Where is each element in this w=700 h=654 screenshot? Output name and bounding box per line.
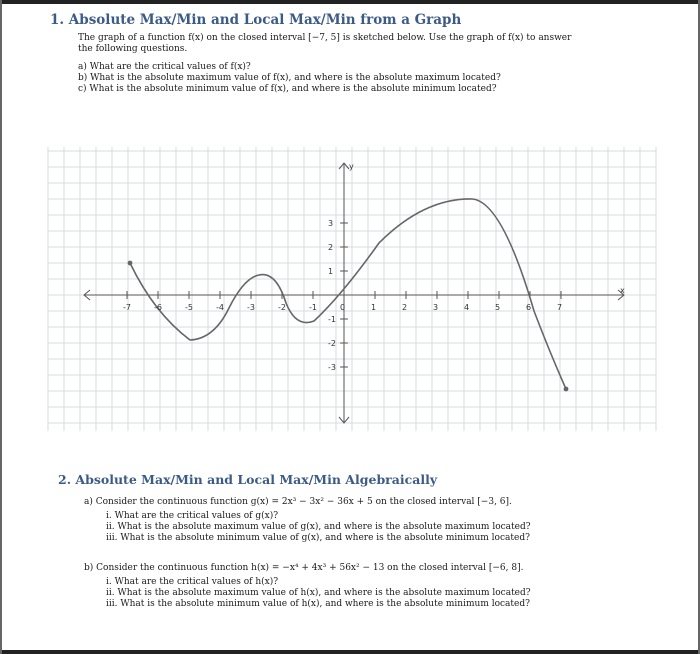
x-axis-label: x: [620, 286, 625, 295]
x-tick-label: -5: [185, 303, 193, 312]
axes: [84, 163, 624, 423]
question-1b: b) What is the absolute maximum value of f(x), and where is the absolute maximum located?: [78, 73, 501, 83]
y-tick-label: -1: [328, 315, 336, 324]
question-2b-iii: iii. What is the absolute minimum value of h(x), and where is the absolute minimum located?: [106, 599, 530, 609]
y-tick-label: -3: [328, 363, 336, 372]
x-tick-label: -2: [278, 303, 286, 312]
x-tick-label: 3: [433, 303, 439, 312]
x-tick-label: -7: [123, 303, 131, 312]
x-tick-label: -3: [247, 303, 255, 312]
question-2b-i: i. What are the critical values of h(x)?: [106, 577, 279, 587]
section1-intro: [78, 33, 638, 55]
question-2a-i: i. What are the critical values of g(x)?: [106, 511, 279, 521]
left-endpoint: [128, 261, 133, 266]
section2-heading: 2. Absolute Max/Min and Local Max/Min Algebraically: [58, 472, 438, 487]
y-axis-label: y: [349, 162, 354, 171]
section1-heading: 1. Absolute Max/Min and Local Max/Min from a Graph: [50, 12, 462, 28]
x-tick-label: 7: [557, 303, 563, 312]
question-1c: c) What is the absolute minimum value of f(x), and where is the absolute minimum located?: [78, 84, 497, 94]
top-border: [0, 0, 700, 4]
intro-line-1: The graph of a function f(x) on the closed interval [−7, 5] is sketched below. Use the graph of f(x) to answer: [78, 33, 572, 43]
x-tick-label: 6: [526, 303, 532, 312]
x-tick-label: 4: [464, 303, 470, 312]
right-endpoint: [564, 387, 569, 392]
y-tick-label: 2: [328, 243, 334, 252]
bottom-border: [0, 650, 700, 654]
y-tick-label: -2: [328, 339, 336, 348]
x-tick-label: -4: [216, 303, 224, 312]
question-2a-iii: iii. What is the absolute minimum value of g(x), and where is the absolute minimum located?: [106, 533, 530, 543]
part-2b-intro: b) Consider the continuous function h(x) = −x⁴ + 4x³ + 56x² − 13 on the closed interval [−6, 8].: [84, 563, 524, 573]
y-tick-label: 3: [328, 219, 334, 228]
function-curve: [130, 199, 566, 389]
endpoints: [128, 261, 569, 392]
part-2a-intro: a) Consider the continuous function g(x) = 2x³ − 3x² − 36x + 5 on the closed interval [−3, 6].: [84, 497, 512, 507]
question-1a: a) What are the critical values of f(x)?: [78, 62, 251, 72]
x-tick-label: -1: [309, 303, 317, 312]
x-tick-labels: [123, 303, 562, 312]
x-tick-label: -6: [154, 303, 162, 312]
question-2a-ii: ii. What is the absolute maximum value of g(x), and where is the absolute maximum located?: [106, 522, 531, 532]
x-tick-label: 1: [371, 303, 377, 312]
function-graph: [44, 143, 660, 435]
question-2b-ii: ii. What is the absolute maximum value of h(x), and where is the absolute maximum located?: [106, 588, 531, 598]
left-border: [0, 0, 2, 654]
x-tick-label: 0: [340, 303, 346, 312]
y-tick-label: 1: [328, 267, 334, 276]
intro-line-2: the following questions.: [78, 44, 188, 54]
x-tick-label: 2: [402, 303, 408, 312]
x-tick-label: 5: [495, 303, 501, 312]
